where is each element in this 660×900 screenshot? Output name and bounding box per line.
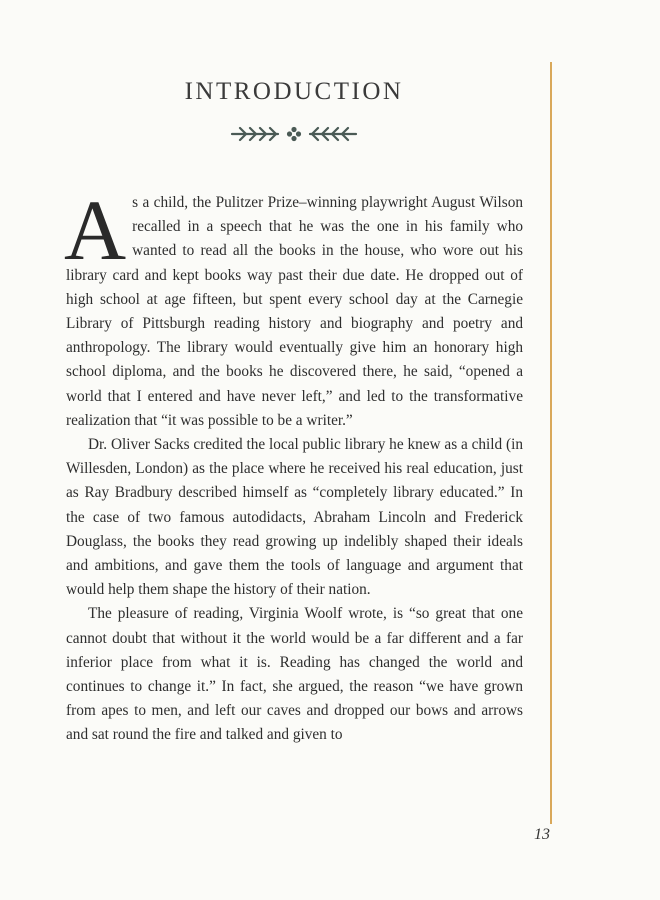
page-number: 13 xyxy=(534,826,550,843)
chapter-title: INTRODUCTION xyxy=(184,78,404,105)
flourish-ornament-icon xyxy=(226,124,362,144)
paragraph-2: Dr. Oliver Sacks credited the local public library he knew as a child (in Willesden, London) as the place where he received his real education, just as Ray Bradbury described himself as “completely library educated.” In the case of two famous autodidacts, Abraham Lincoln and Frederick Douglass, the books they read growing up indelibly shaped their ideals and ambitions, and gave them the tools of language and argument that would help them shape the history of their nation. xyxy=(66,436,523,599)
drop-cap: A xyxy=(64,182,127,278)
body-text xyxy=(64,182,523,748)
margin-rule xyxy=(550,62,552,824)
paragraph-1-text: s a child, the Pulitzer Prize–winning playwright August Wilson recalled in a speech that he was the one in his family who wanted to read all the books in the house, who wore out his library card and kept books way past their due date. He dropped out of high school at age fifteen, but spent every school day at the Carnegie Library of Pittsburgh reading history and biography and poetry and anthropology. The library would eventually give him an honorary high school diploma, and the books he discovered there, he said, “opened a world that I entered and have never left,” and led to the transformative realization that “it was possible to be a writer.” xyxy=(66,194,523,429)
paragraph-1 xyxy=(64,182,523,433)
paragraph-3: The pleasure of reading, Virginia Woolf wrote, is “so great that one cannot doubt that without it the world would be a far different and a far inferior place from what it is. Reading has changed the world and continues to change it.” In fact, she argued, the reason “we have grown from apes to men, and left our caves and dropped our bows and arrows and sat round the fire and talked and given to xyxy=(66,605,523,744)
